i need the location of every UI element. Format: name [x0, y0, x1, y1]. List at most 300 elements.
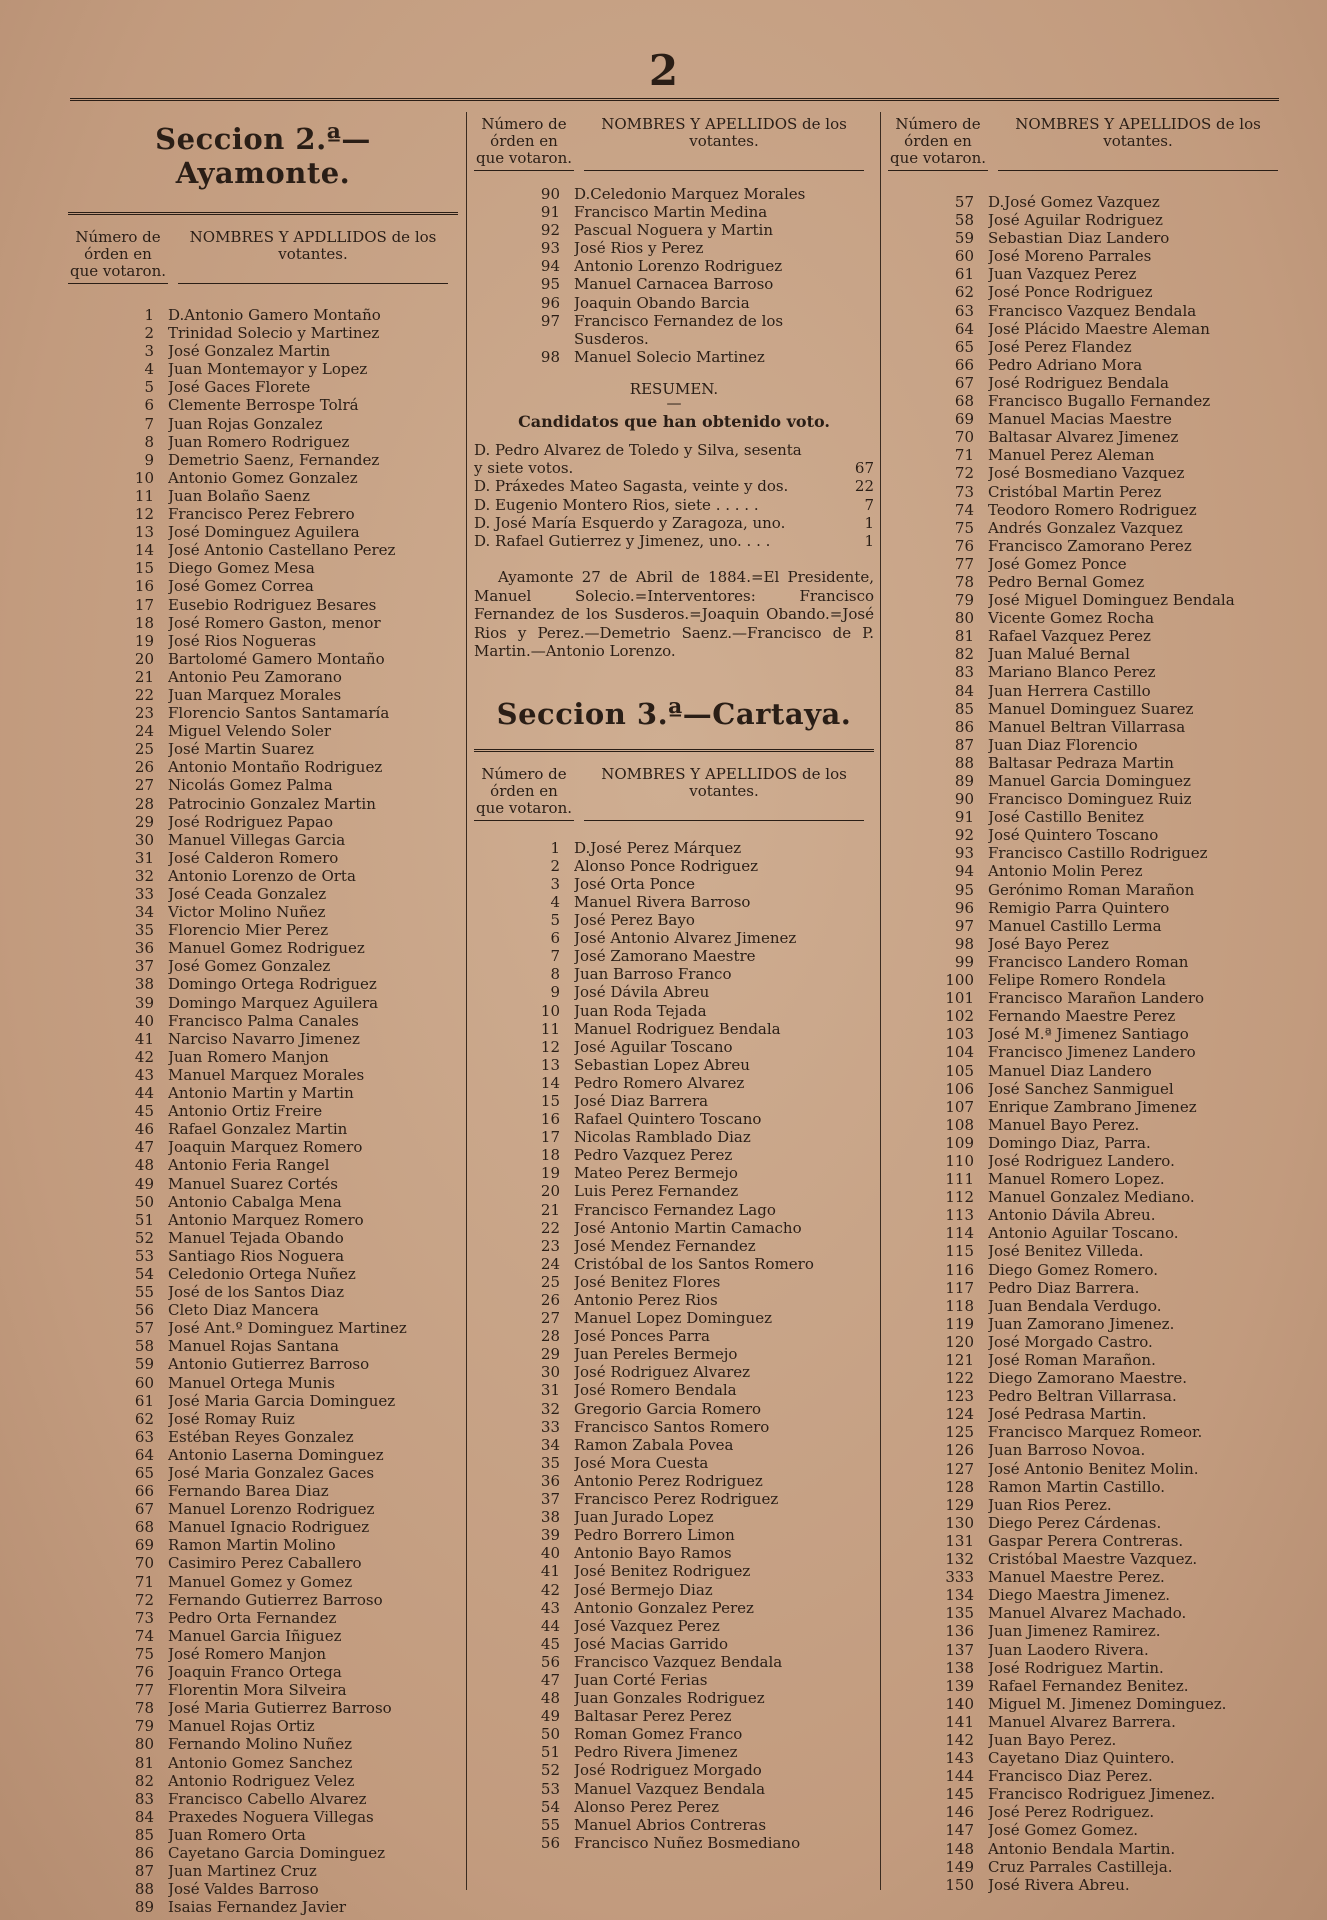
voter-name: Manuel Solecio Martinez [574, 347, 765, 366]
order-number: 108 [945, 1115, 974, 1134]
order-number: 13 [134, 523, 154, 542]
names-header [988, 116, 1288, 171]
list-item [888, 229, 1288, 247]
list-item [888, 953, 1288, 971]
order-number: 32 [134, 866, 154, 885]
voter-name: Francisco Santos Romero [574, 1417, 770, 1436]
voter-name: Pedro Vazquez Perez [574, 1146, 733, 1165]
order-number: 59 [134, 1355, 154, 1374]
order-number: 34 [540, 1435, 560, 1454]
order-number: 96 [954, 898, 974, 917]
order-number: 48 [134, 1156, 154, 1175]
list-item [68, 1844, 458, 1862]
list-item [474, 875, 874, 893]
list-item [68, 1591, 458, 1609]
order-number: 106 [945, 1079, 974, 1098]
voter-name: Manuel Garcia Iñiguez [168, 1626, 342, 1645]
voter-name: José Rodriguez Morgado [574, 1761, 762, 1780]
voter-name: José Antonio Alvarez Jimenez [574, 929, 797, 948]
order-number: 147 [945, 1821, 974, 1840]
list-item [474, 275, 874, 293]
candidates-list [474, 441, 874, 550]
order-number: 110 [945, 1151, 974, 1170]
list-item [68, 1283, 458, 1301]
voter-name: Juan Romero Manjon [168, 1047, 329, 1066]
candidate-votes: 67 [854, 459, 874, 478]
order-number: 83 [134, 1789, 154, 1808]
voter-name: Juan Romero Rodriguez [168, 432, 350, 451]
list-item [68, 1374, 458, 1392]
order-number: 44 [134, 1084, 154, 1103]
list-item [68, 1446, 458, 1464]
candidate-name: y siete votos. [474, 459, 574, 478]
names-header-text: NOMBRES Y APELLIDOS de los votantes. [601, 115, 847, 150]
voter-name: José Rodriguez Martin. [988, 1658, 1164, 1677]
order-number: 57 [954, 193, 974, 211]
list-item [888, 1279, 1288, 1297]
order-number: 143 [945, 1749, 974, 1768]
voter-name: José Bayo Perez [988, 934, 1109, 953]
order-number: 47 [540, 1670, 560, 1689]
order-number: 71 [134, 1572, 154, 1591]
voter-name: José Orta Ponce [574, 874, 696, 893]
order-number: 92 [540, 221, 560, 240]
voter-name: José Maria Gutierrez Barroso [168, 1699, 392, 1718]
voter-name: Manuel Gonzalez Mediano. [988, 1188, 1195, 1207]
column-3 [888, 116, 1288, 1894]
voter-name: Juan Vazquez Perez [988, 265, 1137, 284]
voter-name: José Gaces Florete [168, 378, 311, 397]
order-number: 82 [134, 1771, 154, 1790]
order-number: 76 [954, 536, 974, 555]
list-item [888, 501, 1288, 519]
order-number: 73 [134, 1608, 154, 1627]
voter-name: Santiago Rios Noguera [168, 1246, 345, 1265]
voter-name: Baltasar Alvarez Jimenez [988, 428, 1179, 447]
voter-name: José Perez Rodriguez. [988, 1803, 1155, 1822]
list-item [474, 1418, 874, 1436]
list-item [474, 1599, 874, 1617]
list-item [474, 929, 874, 947]
voter-name: Antonio Lorenzo de Orta [168, 866, 356, 885]
voter-name: Patrocinio Gonzalez Martin [168, 794, 376, 813]
voter-name: Juan Barroso Novoa. [988, 1441, 1146, 1460]
order-number: 57 [134, 1319, 154, 1338]
order-number: 61 [954, 265, 974, 284]
order-number: 98 [954, 934, 974, 953]
order-number: 29 [540, 1345, 560, 1364]
voter-list [474, 185, 874, 366]
list-item [474, 1291, 874, 1309]
voter-name: Antonio Peu Zamorano [168, 667, 342, 686]
voter-name: José Calderon Romero [168, 848, 339, 867]
order-number: 46 [134, 1120, 154, 1139]
order-number: 48 [540, 1689, 560, 1708]
voter-name: José Valdes Barroso [168, 1880, 319, 1899]
header-underline [584, 170, 864, 171]
spacer [474, 661, 874, 697]
order-number: 13 [540, 1055, 560, 1074]
voter-name: José Gomez Gonzalez [168, 957, 331, 976]
order-number: 94 [540, 257, 560, 276]
order-number: 33 [134, 885, 154, 903]
order-number: 119 [945, 1314, 974, 1333]
order-number: 54 [540, 1797, 560, 1816]
list-item [474, 257, 874, 275]
list-item [68, 1536, 458, 1554]
voter-name: José Miguel Dominguez Bendala [988, 591, 1235, 610]
list-item [888, 410, 1288, 428]
list-item [888, 483, 1288, 501]
voter-name: José Rodriguez Bendala [988, 373, 1169, 392]
order-number: 122 [945, 1369, 974, 1388]
voter-name: Victor Molino Nuñez [168, 903, 326, 922]
voter-name: José Macias Garrido [574, 1634, 728, 1653]
list-item [68, 1319, 458, 1337]
order-number: 87 [954, 735, 974, 754]
order-number: 55 [540, 1815, 560, 1834]
voter-name: Manuel Dominguez Suarez [988, 699, 1194, 718]
list-item [474, 857, 874, 875]
voter-name: José Dominguez Aguilera [168, 523, 360, 542]
list-item [68, 541, 458, 559]
candidate-name: D. Práxedes Mateo Sagasta, veinte y dos. [474, 477, 789, 496]
list-item [68, 957, 458, 975]
order-number: 150 [945, 1875, 974, 1894]
voter-name: Francisco Marañon Landero [988, 989, 1205, 1008]
voter-name: Juan Diaz Florencio [988, 735, 1138, 754]
voter-name: Antonio Bayo Ramos [574, 1544, 732, 1563]
list-item [68, 1355, 458, 1373]
list-item [888, 790, 1288, 808]
order-number: 149 [945, 1857, 974, 1876]
voter-name: Manuel Suarez Cortés [168, 1174, 338, 1193]
list-item [68, 1193, 458, 1211]
order-number: 101 [945, 989, 974, 1008]
order-number: 65 [134, 1464, 154, 1482]
order-number: 38 [540, 1508, 560, 1527]
voter-name: Rafael Quintero Toscano [574, 1110, 762, 1129]
list-item [888, 1749, 1288, 1767]
voter-name: Manuel Vazquez Bendala [574, 1779, 766, 1798]
voter-name: José Gomez Gomez. [988, 1821, 1138, 1840]
order-number: 33 [540, 1417, 560, 1436]
order-number: 95 [954, 880, 974, 899]
candidate-item [474, 477, 874, 495]
list-item [888, 591, 1288, 609]
voter-name: Alonso Ponce Rodriguez [574, 856, 758, 875]
list-item [68, 1120, 458, 1138]
list-item [888, 1821, 1288, 1839]
order-number: 44 [540, 1616, 560, 1635]
order-number: 15 [134, 559, 154, 578]
voter-name: José Gomez Correa [168, 577, 314, 596]
voter-name: Antonio Martin y Martin [168, 1084, 354, 1103]
list-item [888, 1134, 1288, 1152]
voter-name: Manuel Gomez y Gomez [168, 1572, 353, 1591]
voter-name: Manuel Romero Lopez. [988, 1170, 1165, 1189]
candidate-item [474, 532, 874, 550]
order-number: 112 [945, 1188, 974, 1207]
list-item [888, 1550, 1288, 1568]
list-item [474, 1381, 874, 1399]
voter-name: Clemente Berrospe Tolrá [168, 396, 359, 415]
order-number: 5 [550, 911, 560, 930]
order-number: 130 [945, 1513, 974, 1532]
order-number: 83 [954, 663, 974, 682]
voter-name: Domingo Marquez Aguilera [168, 993, 379, 1012]
list-item [68, 614, 458, 632]
voter-name: José Ant.º Dominguez Martinez [168, 1319, 407, 1338]
list-item [888, 645, 1288, 663]
voter-name: Pedro Diaz Barrera. [988, 1278, 1140, 1297]
list-item [888, 1767, 1288, 1785]
voter-name: José Bermejo Diaz [574, 1580, 713, 1599]
list-item [888, 283, 1288, 301]
list-item [474, 203, 874, 221]
list-item [888, 1622, 1288, 1640]
order-number: 68 [954, 392, 974, 411]
voter-name: Andrés Gonzalez Vazquez [988, 518, 1183, 537]
voter-name: Juan Roda Tejada [574, 1001, 707, 1020]
order-number: 59 [954, 229, 974, 248]
list-item [888, 1116, 1288, 1134]
list-item [888, 1261, 1288, 1279]
list-item [474, 1725, 874, 1743]
list-item [68, 650, 458, 668]
voter-list [888, 193, 1288, 1894]
list-item [888, 826, 1288, 844]
voter-name: Diego Maestra Jimenez. [988, 1586, 1171, 1605]
order-number: 142 [945, 1730, 974, 1749]
list-item [474, 1526, 874, 1544]
order-number: 104 [945, 1043, 974, 1062]
voter-name: Florentin Mora Silveira [168, 1681, 347, 1700]
voter-name: D.José Gomez Vazquez [988, 193, 1160, 211]
list-item [888, 1170, 1288, 1188]
candidate-name: D. Pedro Alvarez de Toledo y Silva, sesenta [474, 440, 802, 459]
order-number: 35 [134, 921, 154, 940]
voter-name: Antonio Feria Rangel [168, 1156, 330, 1175]
voter-name: José Antonio Martin Camacho [574, 1218, 802, 1237]
voter-name: José Castillo Benitez [988, 808, 1144, 827]
order-number: 45 [540, 1634, 560, 1653]
order-number: 114 [945, 1224, 974, 1243]
list-item [68, 994, 458, 1012]
list-item [68, 1428, 458, 1446]
list-item [888, 392, 1288, 410]
voter-name: Juan Rojas Gonzalez [168, 414, 323, 433]
list-item [474, 1454, 874, 1472]
list-item [888, 1297, 1288, 1315]
list-item [888, 356, 1288, 374]
order-number: 10 [540, 1001, 560, 1020]
voter-name: José Romay Ruiz [168, 1409, 295, 1428]
voter-name: Manuel Marquez Morales [168, 1065, 365, 1084]
order-number: 58 [954, 211, 974, 230]
voter-name: José Benitez Flores [574, 1272, 721, 1291]
list-item [474, 1581, 874, 1599]
list-item [68, 867, 458, 885]
voter-name: Mariano Blanco Perez [988, 663, 1156, 682]
voter-name: Francisco Jimenez Landero [988, 1043, 1196, 1062]
list-item [888, 1586, 1288, 1604]
voter-name: Francisco Fernandez Lago [574, 1200, 776, 1219]
voter-name: Luis Perez Fernandez [574, 1182, 739, 1201]
order-number: 42 [540, 1580, 560, 1599]
voter-name: José Romero Manjon [168, 1644, 327, 1663]
order-number: 138 [945, 1658, 974, 1677]
voter-name: José Plácido Maestre Aleman [988, 319, 1210, 338]
list-item [474, 1707, 874, 1725]
voter-name: Felipe Romero Rondela [988, 971, 1166, 990]
order-number: 27 [134, 776, 154, 795]
list-item [68, 668, 458, 686]
order-number: 118 [945, 1296, 974, 1315]
order-number: 126 [945, 1441, 974, 1460]
list-item [888, 1478, 1288, 1496]
voter-name: José Dávila Abreu [574, 983, 710, 1002]
voter-name: Enrique Zambrano Jimenez [988, 1097, 1197, 1116]
voter-name: José Perez Flandez [988, 337, 1132, 356]
list-item [888, 736, 1288, 754]
list-item [474, 185, 874, 203]
list-item [888, 1659, 1288, 1677]
list-item [888, 1405, 1288, 1423]
order-number: 3 [144, 342, 154, 361]
voter-name: Rafael Gonzalez Martin [168, 1120, 348, 1139]
list-item [68, 1862, 458, 1880]
order-number: 129 [945, 1495, 974, 1514]
order-number: 69 [134, 1536, 154, 1555]
order-number: 107 [945, 1097, 974, 1116]
order-number: 67 [954, 373, 974, 392]
list-item [68, 776, 458, 794]
list-item [68, 523, 458, 541]
voter-name: Juan Malué Bernal [988, 645, 1130, 664]
voter-name: Fernando Barea Diaz [168, 1482, 329, 1501]
order-number: 17 [134, 595, 154, 614]
order-number: 27 [540, 1309, 560, 1328]
order-number: 103 [945, 1025, 974, 1044]
voter-name: Diego Perez Cárdenas. [988, 1513, 1162, 1532]
order-number: 86 [954, 717, 974, 736]
order-number: 6 [550, 929, 560, 948]
candidate-item [474, 459, 874, 477]
order-number: 34 [134, 903, 154, 922]
list-item [68, 1500, 458, 1518]
voter-name: José Rios y Perez [574, 239, 704, 258]
list-item [474, 983, 874, 1001]
voter-name: José Antonio Castellano Perez [168, 541, 396, 560]
voter-name: Juan Montemayor y Lopez [168, 360, 368, 379]
order-number: 28 [540, 1327, 560, 1346]
voter-name: Manuel Gomez Rodriguez [168, 939, 365, 958]
list-item [68, 1410, 458, 1428]
voter-name: José Antonio Benitez Molin. [988, 1459, 1199, 1478]
voter-name: Francisco Diaz Perez. [988, 1767, 1153, 1786]
voter-name: Ramon Martin Molino [168, 1536, 336, 1555]
list-item [474, 1508, 874, 1526]
order-number: 14 [134, 541, 154, 560]
order-number: 52 [134, 1228, 154, 1247]
list-item [474, 947, 874, 965]
voter-name: Pascual Noguera y Martin [574, 221, 774, 240]
order-number: 128 [945, 1477, 974, 1496]
voter-name: José Pedrasa Martin. [988, 1405, 1147, 1424]
list-item [474, 1345, 874, 1363]
voter-name: José Zamorano Maestre [574, 947, 756, 966]
order-number: 15 [540, 1091, 560, 1110]
list-item [474, 1255, 874, 1273]
order-number: 71 [954, 446, 974, 465]
voter-name: Antonio Gomez Sanchez [168, 1753, 353, 1772]
list-item [888, 1803, 1288, 1821]
order-number: 11 [134, 486, 154, 505]
order-number: 24 [134, 722, 154, 741]
candidates-title: Candidatos que han obtenido voto. [518, 411, 830, 431]
list-item [68, 903, 458, 921]
list-item [888, 1043, 1288, 1061]
order-number: 39 [540, 1526, 560, 1545]
order-number: 55 [134, 1283, 154, 1302]
list-item [888, 754, 1288, 772]
order-number: 74 [134, 1626, 154, 1645]
list-item [474, 1544, 874, 1562]
list-item [474, 1834, 874, 1852]
list-item [888, 1858, 1288, 1876]
list-item [68, 342, 458, 360]
number-header: Número de órden en que votaron. [474, 766, 574, 821]
voter-name: Susderos. [574, 329, 649, 348]
voter-name: Fernando Molino Nuñez [168, 1735, 352, 1754]
list-item [68, 433, 458, 451]
top-rule [70, 98, 1279, 101]
voter-name: Francisco Martin Medina [574, 203, 768, 222]
list-item [888, 1080, 1288, 1098]
voter-name: Casimiro Perez Caballero [168, 1554, 362, 1573]
voter-name: Cayetano Diaz Quintero. [988, 1749, 1175, 1768]
voter-name: Pedro Rivera Jimenez [574, 1743, 738, 1762]
names-header-text: NOMBRES Y APELLIDOS de los votantes. [601, 764, 847, 800]
voter-name: José M.ª Jimenez Santiago [988, 1025, 1189, 1044]
order-number: 4 [550, 892, 560, 911]
voter-name: Sebastian Diaz Landero [988, 229, 1170, 248]
list-item [68, 1048, 458, 1066]
voter-name: Juan Jimenez Ramirez. [988, 1622, 1161, 1641]
voter-name: Baltasar Perez Perez [574, 1707, 732, 1726]
voter-name: Manuel Macias Maestre [988, 410, 1172, 429]
voter-name: José Gonzalez Martin [168, 342, 331, 361]
voter-name: José Maria Gonzalez Gaces [168, 1464, 375, 1482]
voter-name: Rafael Vazquez Perez [988, 627, 1151, 646]
voter-name: Manuel Alvarez Machado. [988, 1604, 1187, 1623]
list-item [474, 294, 874, 312]
candidate-votes: 1 [864, 531, 874, 550]
list-item [888, 917, 1288, 935]
resumen-heading: RESUMEN. [629, 379, 719, 398]
names-header-text: NOMBRES Y APELLIDOS de los votantes. [1015, 115, 1261, 150]
list-item [68, 596, 458, 614]
list-item [68, 831, 458, 849]
candidate-votes: 22 [854, 477, 874, 496]
voter-name: José Rivera Abreu. [988, 1875, 1130, 1894]
list-item [474, 1237, 874, 1255]
order-number: 81 [134, 1753, 154, 1772]
order-number: 21 [134, 667, 154, 686]
voter-name: Pedro Orta Fernandez [168, 1608, 337, 1627]
voter-name: Manuel Villegas Garcia [168, 830, 346, 849]
